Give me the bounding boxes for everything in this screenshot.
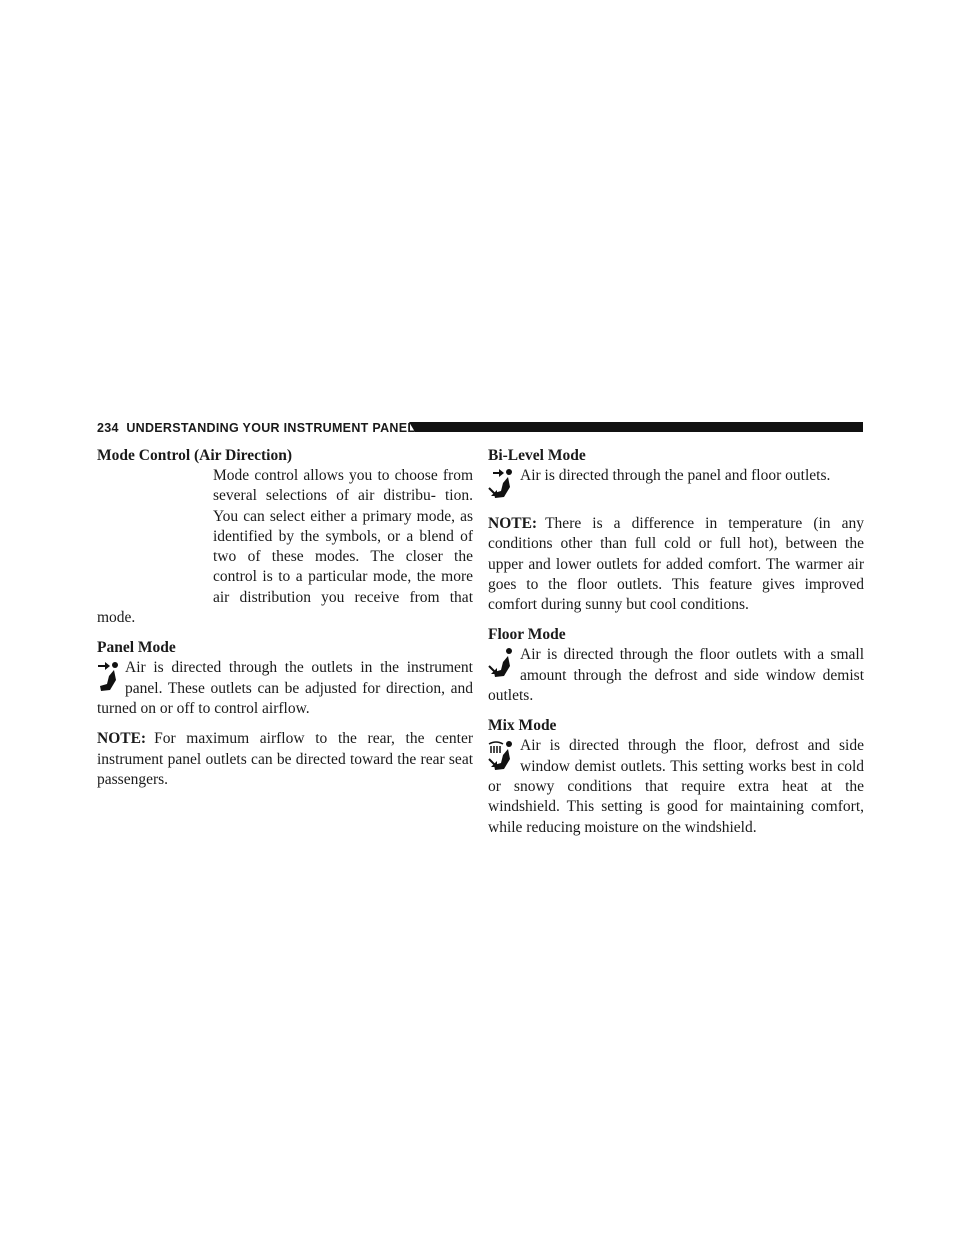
bilevel-mode-text: Air is directed through the panel and floor outlets. bbox=[520, 467, 831, 484]
page-number: 234 bbox=[97, 421, 119, 435]
note-label: NOTE: bbox=[488, 515, 538, 532]
mode-control-image-space bbox=[97, 466, 213, 608]
floor-mode-heading: Floor Mode bbox=[488, 626, 566, 644]
bilevel-mode-icon bbox=[488, 468, 514, 504]
panel-mode-icon bbox=[97, 660, 119, 696]
bilevel-mode-heading: Bi-Level Mode bbox=[488, 447, 586, 464]
panel-mode-section bbox=[97, 638, 473, 719]
header-bar bbox=[415, 422, 863, 432]
note-text: For maximum airflow to the rear, the center instrument panel outlets can be directed toward the rear seat passengers. bbox=[97, 730, 473, 788]
note-text: There is a difference in temperature (in any conditions other than full cold or full hot), between the upper and lower outlets for added comfort. The warmer air goes to the floor outlets. This feature gives improved comfort during sunny but cool conditions. bbox=[488, 515, 864, 614]
mix-mode-text: Air is directed through the floor, defrost and side window demist outlets. This setting works best in cold or snowy conditions that require extra heat at the windshield. This setting is good for maintaining comfort, while reducing moisture on the windshield. bbox=[488, 737, 864, 836]
mode-control-text: Mode control allows you to choose from several selections of air distribu- tion. You can select either a primary mode, as identified by the symbols, or a blend of two of these modes. The closer the control is to a particular mode, the more air distribution you receive from that mode. bbox=[97, 467, 473, 627]
left-note bbox=[97, 729, 473, 790]
mix-mode-section bbox=[488, 716, 864, 837]
note-label: NOTE: bbox=[97, 730, 147, 748]
right-column bbox=[488, 446, 864, 848]
mix-mode-icon bbox=[488, 738, 514, 776]
bilevel-mode-section bbox=[488, 446, 864, 504]
mode-control-section bbox=[97, 446, 473, 628]
mix-mode-heading: Mix Mode bbox=[488, 717, 557, 735]
page-header bbox=[97, 418, 863, 438]
right-note bbox=[488, 514, 864, 615]
left-column bbox=[97, 446, 473, 800]
floor-mode-icon bbox=[488, 647, 514, 683]
floor-mode-section bbox=[488, 625, 864, 706]
page-header-text bbox=[97, 418, 415, 438]
panel-mode-heading: Panel Mode bbox=[97, 639, 176, 657]
mode-control-heading: Mode Control (Air Direction) bbox=[97, 447, 293, 464]
chapter-title: UNDERSTANDING YOUR INSTRUMENT PANEL bbox=[126, 421, 416, 435]
floor-mode-text: Air is directed through the floor outlets with a small amount through the defrost and side window demist outlets. bbox=[488, 646, 864, 705]
panel-mode-text: Air is directed through the outlets in the instrument panel. These outlets can be adjusted for direction, and turned on or off to control airflow. bbox=[97, 659, 473, 717]
